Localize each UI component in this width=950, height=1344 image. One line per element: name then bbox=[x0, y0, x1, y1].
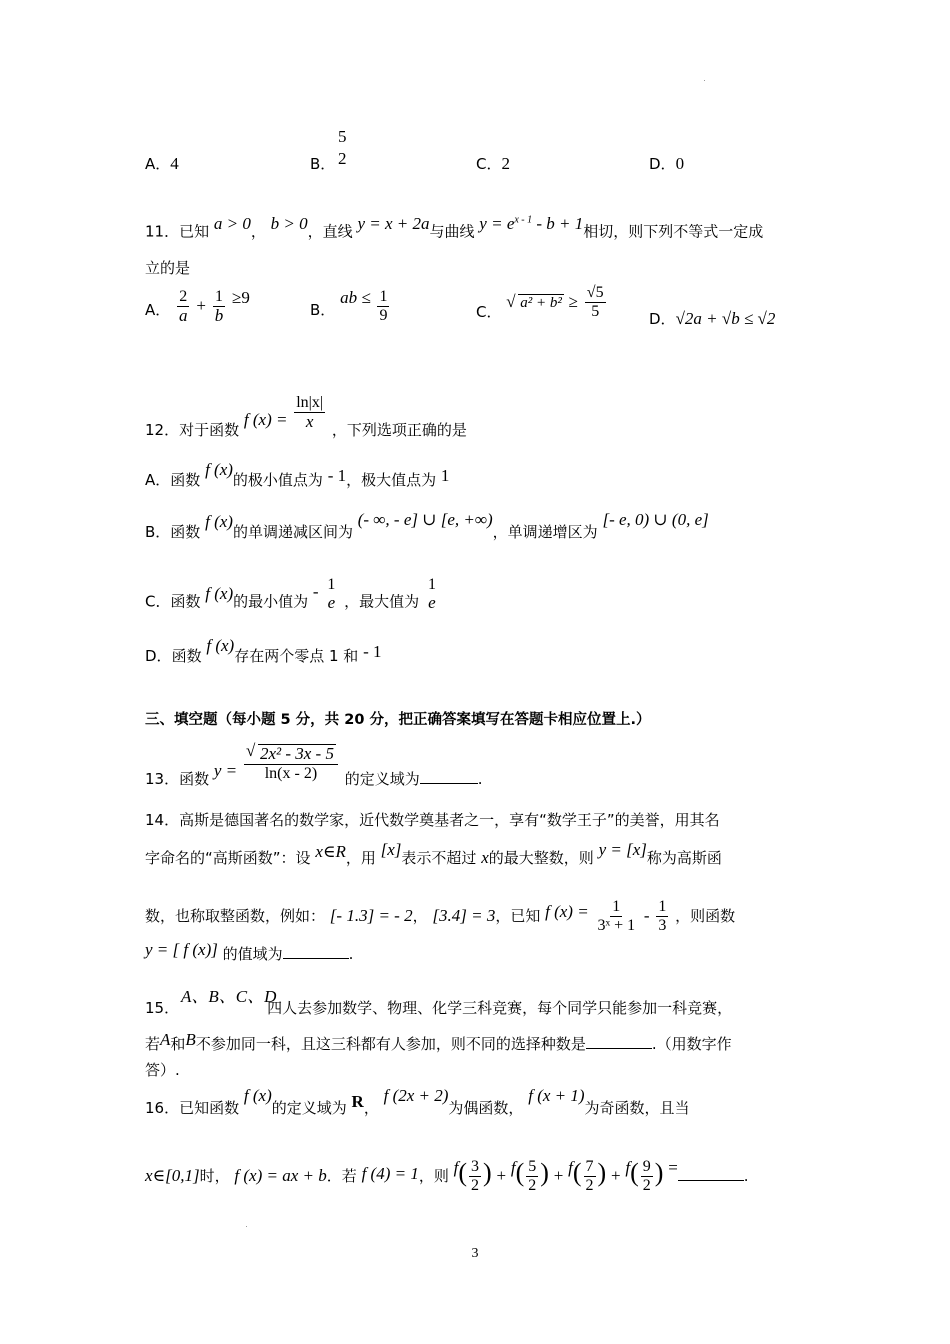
speck bbox=[246, 1226, 247, 1227]
q10-option-c: C．2 bbox=[476, 154, 510, 173]
q10-option-b-label: B． bbox=[310, 155, 336, 173]
q14-line4: y = [ f (x)] 的值域为 . bbox=[145, 940, 354, 963]
q11-option-b: B． ab ≤ $\frac{1}{9}$ bbox=[310, 288, 388, 324]
q11-option-d: D．√2a + √b ≤ √2 bbox=[649, 309, 776, 328]
section-3-title: 三、填空题（每小题 5 分，共 20 分，把正确答案填写在答题卡相应位置上.） bbox=[145, 712, 651, 728]
q13-stem: 13．函数 y = √ $\frac{\text{2x² - 3x - 5}}{\ln(x - 2)}$ 的定义域为 . bbox=[145, 734, 483, 773]
q15-line1: 15． 四人去参加数学、物理、化学三科竞赛，每个同学只能参加一科竞赛， bbox=[145, 999, 733, 1017]
q15-line2: 若A和B不参加同一科，且这三科都有人参加，则不同的选择种数是 .（用数字作 bbox=[145, 1030, 732, 1053]
q10-option-d: D．0 bbox=[649, 154, 685, 173]
page-number: 3 bbox=[471, 1246, 479, 1261]
q10-option-b-value: 5 2 bbox=[338, 127, 347, 168]
q16-line1: 16．已知函数 f (x)的定义域为 R， f (2x + 2)为偶函数， f (x + 1)为奇函数，且当 bbox=[145, 1086, 690, 1117]
q11-option-c: C． √ a² + b² ≥ $\frac{√5}{5}$ bbox=[476, 284, 608, 321]
q14-line1: 14．高斯是德国著名的数学家，近代数学奠基者之一，享有“数学王子”的美誉，用其名 bbox=[145, 811, 720, 829]
q15-line3: 答）. bbox=[145, 1061, 180, 1079]
q12-option-b: B．函数 f (x)的单调递减区间为 (- ∞, - e] ∪ [e, +∞)，单调递增区为 [- e, 0) ∪ (0, e] bbox=[145, 510, 709, 541]
q12-option-c: C．函数 f (x)的最小值为 - 1 e ，最大值为 1 e bbox=[145, 576, 436, 612]
q14-line2: 字命名的“高斯函数”：设 x∈R，用 [x]表示不超过 x的最大整数，则 y = [x]称为高斯函 bbox=[145, 840, 722, 867]
speck bbox=[704, 80, 705, 81]
q16-line2: x∈[0,1]时， f (x) = ax + b．若 f (4) = 1，则 f( $\frac{3}{2}$ ) + f( $\frac{5}{2}$ ) + f( $\frac{7}{2}$ ) + f( $\frac{9}{2}$ ) = . bbox=[145, 1158, 749, 1194]
q11-stem-line2: 立的是 bbox=[145, 259, 191, 277]
q12-stem: 12．对于函数 f (x) = $\frac{\ln|x|}{x}$ ，下列选项正确的是 bbox=[145, 394, 467, 439]
q12-option-a: A．函数 f (x)的极小值点为 - 1，极大值点为 1 bbox=[145, 460, 450, 489]
q11-option-a: A． $\frac{2}{a}$ + $\frac{1}{b}$ ≥9 bbox=[145, 288, 250, 325]
q15-labels: A、B、C、D bbox=[181, 987, 277, 1006]
q12-option-d: D．函数 f (x)存在两个零点 1 和 - 1 bbox=[145, 636, 382, 665]
q10-option-a: A．4 bbox=[145, 154, 179, 173]
q11-stem-line1: 11．已知 a > 0， b > 0，直线 y = x + 2a与曲线 $y = e^{x - 1} - b + 1$相切，则下列不等式一定成 bbox=[145, 213, 764, 241]
q14-line3: 数，也称取整函数，例如： [- 1.3] = - 2， [3.4] = 3，已知 f (x) = $\frac{1}{\text{3ˣ + 1}}$ - $\frac{1}{3}$ ，则函数 bbox=[145, 898, 736, 934]
